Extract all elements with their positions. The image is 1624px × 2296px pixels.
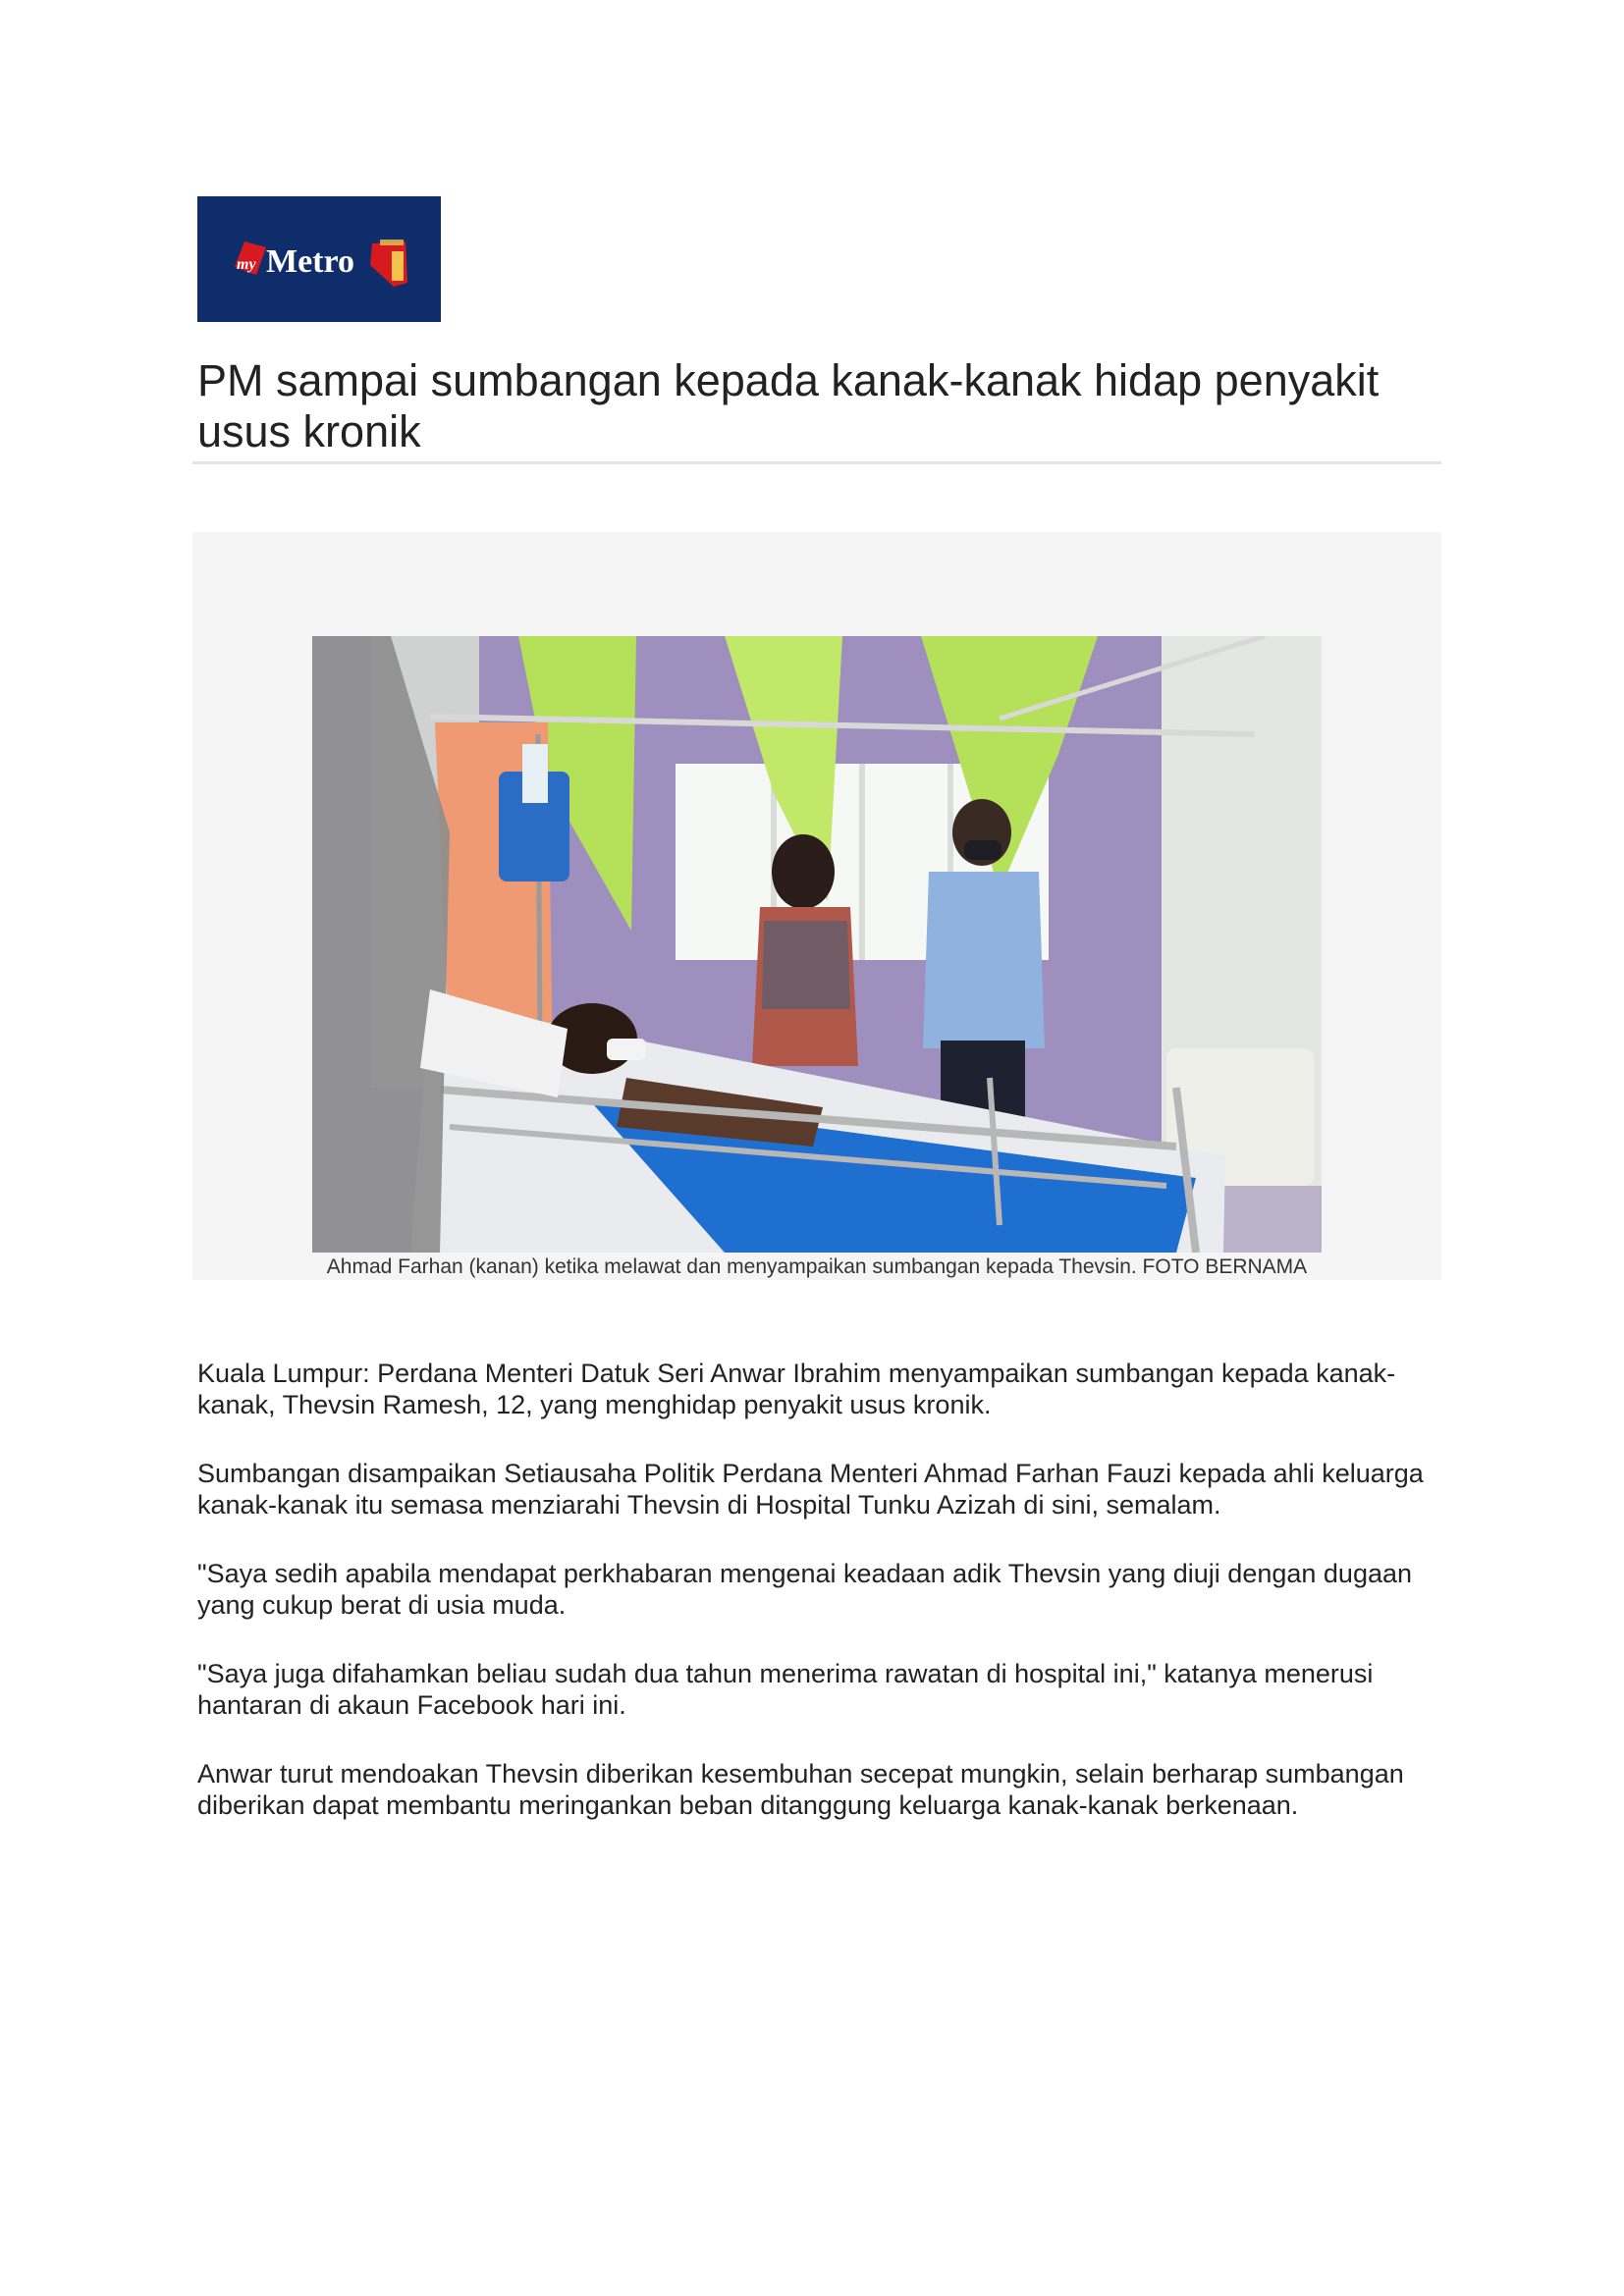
logo-my-text: my [237,256,256,273]
article-paragraph: Sumbangan disampaikan Setiausaha Politik Perdana Menteri Ahmad Farhan Fauzi kepada ahli keluarga kanak-kanak itu semasa menziarahi Thevsin di Hospital Tunku Azizah di sini, semalam. [197,1459,1424,1520]
article-paragraph: "Saya sedih apabila mendapat perkhabaran mengenai keadaan adik Thevsin yang diuji dengan dugaan yang cukup berat di usia muda. [197,1559,1413,1620]
mymetro-logo-icon [197,196,441,322]
headline-divider [192,461,1441,464]
article-photo [312,636,1322,1253]
article-paragraph: "Saya juga difahamkan beliau sudah dua tahun menerima rawatan di hospital ini," katanya menerusi hantaran di akaun Facebook hari ini. [197,1659,1374,1720]
hospital-visit-photo-icon [312,636,1322,1253]
article-headline: PM sampai sumbangan kepada kanak-kanak hidap penyakit usus kronik [197,355,1380,456]
article-body [197,1358,1444,1858]
photo-caption: Ahmad Farhan (kanan) ketika melawat dan menyampaikan sumbangan kepada Thevsin. FOTO BERNAMA [326,1255,1308,1278]
mymetro-logo [197,196,441,322]
article-paragraph: Kuala Lumpur: Perdana Menteri Datuk Seri Anwar Ibrahim menyampaikan sumbangan kepada kanak-kanak, Thevsin Ramesh, 12, yang menghidap penyakit usus kronik. [197,1359,1396,1419]
logo-metro-text: Metro [266,243,354,280]
article-paragraph: Anwar turut mendoakan Thevsin diberikan kesembuhan secepat mungkin, selain berharap sumbangan diberikan dapat membantu meringankan beban ditanggung keluarga kanak-kanak berkenaan. [197,1759,1404,1820]
